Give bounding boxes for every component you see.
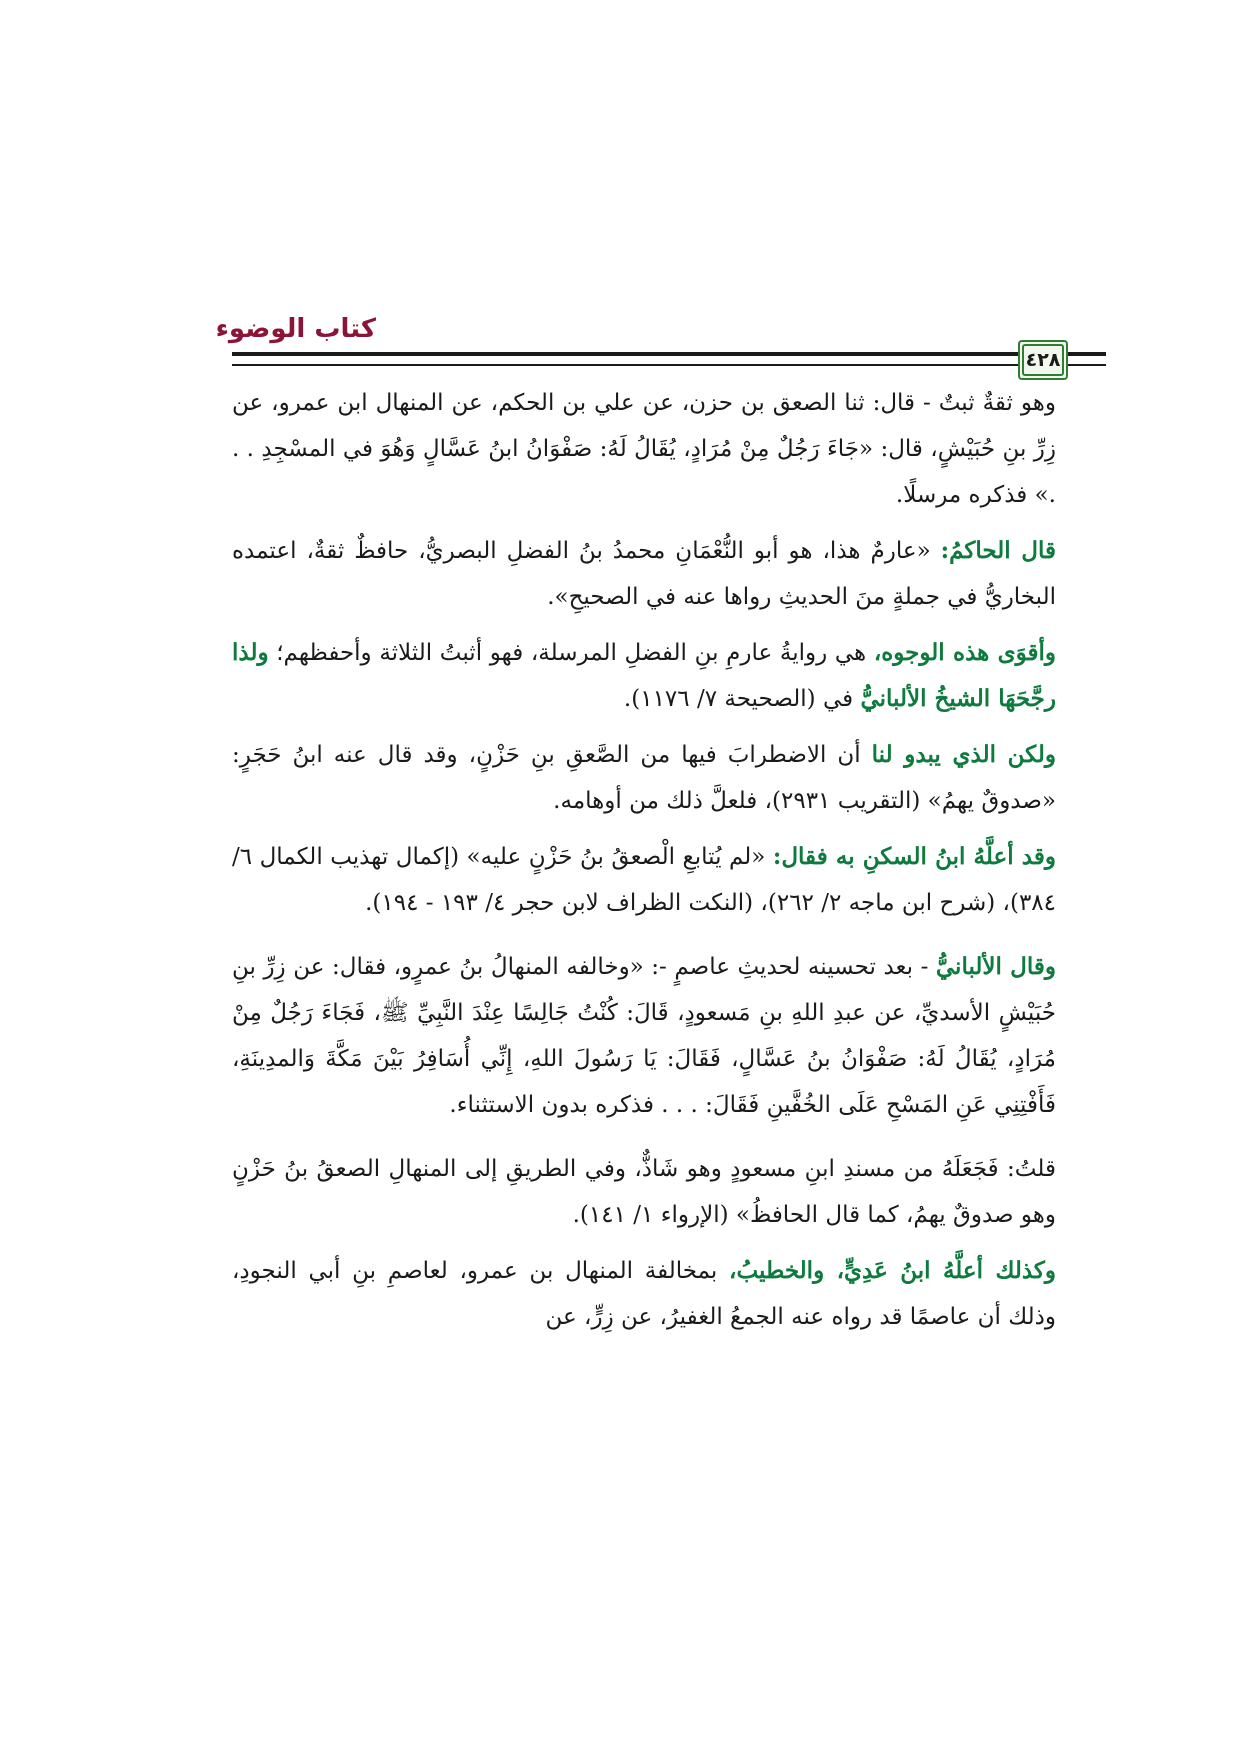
body-text [232,380,1056,1350]
highlight-text: ولذا رجَّحَهَا الشيخُ الألبانيُّ [232,639,1056,712]
highlight-text: وكذلك أعلَّهُ ابنُ عَدِيٍّ، والخطيبُ، [729,1257,1056,1284]
header-rule-thin-left [1066,364,1106,366]
paragraph [232,1248,1056,1340]
header-rule-thin [232,364,1018,366]
highlight-text: ولكن الذي يبدو لنا [871,741,1056,768]
paragraph [232,944,1056,1128]
paragraph [232,1146,1056,1238]
highlight-text: وقال الألبانيُّ [935,953,1056,980]
paragraph-text: «لم يُتابعِ الْصعقُ بنُ حَزْنٍ عليه» (إكمال تهذيب الكمال ٦/ ٣٨٤)، (شرح ابن ماجه ٢/ ٢٦٢)، (النكت الظراف لابن حجر ٤/ ١٩٣ - ١٩٤). [232,844,1056,916]
page-number: ٤٢٨ [1022,344,1064,376]
paragraph [232,380,1056,518]
highlight-text: وقد أعلَّهُ ابنُ السكنِ به فقال: [772,843,1056,870]
paragraph-text: - بعد تحسينه لحديثِ عاصمٍ -: «وخالفه المنهالُ بنُ عمرٍو، فقال: عن زِرِّ بنِ حُبَيْشٍ الأسديِّ، عن عبدِ اللهِ بنِ مَسعودٍ، قَالَ: كُنْتُ جَالِسًا عِنْدَ النَّبِيِّ ﷺ، فَجَاءَ رَجُلٌ مِنْ مُرَادٍ، يُقَالُ لَهُ: صَفْوَانُ بنُ عَسَّالٍ، فَقَالَ: يَا رَسُولَ اللهِ، إِنِّي أُسَافِرُ بَيْنَ مَكَّةَ وَالمدِينَةِ، فَأَفْتِنِي عَنِ المَسْحِ عَلَى الخُفَّينِ فَقَالَ: . . . فذكره بدون الاستثناء. [232,954,1056,1118]
paragraph [232,630,1056,722]
paragraph [232,834,1056,926]
page-number-frame [1018,340,1068,380]
book-title: كتاب الوضوء [215,314,376,344]
paragraph [232,528,1056,620]
highlight-text: قال الحاكمُ: [940,537,1056,564]
paragraph-text: أن الاضطرابَ فيها من الصَّعقِ بنِ حَزْنٍ، وقد قال عنه ابنُ حَجَرٍ: «صدوقٌ يهمُ» (التقريب ٢٩٣١)، فلعلَّ ذلك من أوهامه. [232,742,1056,814]
paragraph-text: «عارمٌ هذا، هو أبو النُّعْمَانِ محمدُ بنُ الفضلِ البصريُّ، حافظٌ ثقةٌ، اعتمده البخاريُّ في جملةٍ منَ الحديثِ رواها عنه في الصحيحِ». [232,538,1056,610]
header-rule-thick-left [1066,352,1106,356]
paragraph [232,732,1056,824]
paragraph-text: وهو ثقةٌ ثبتٌ - قال: ثنا الصعق بن حزن، عن علي بن الحكم، عن المنهال ابن عمرو، عن زِرِّ بنِ حُبَيْشٍ، قال: «جَاءَ رَجُلٌ مِنْ مُرَادٍ، يُقَالُ لَهُ: صَفْوَانُ ابنُ عَسَّالٍ وَهُوَ في المسْجِدِ . . .» فذكره مرسلًا. [232,390,1056,508]
paragraph-text: هي روايةُ عارمِ بنِ الفضلِ المرسلة، فهو أثبتُ الثلاثة وأحفظهم؛ [268,640,874,666]
highlight-text: وأقوَى هذه الوجوه، [873,639,1056,666]
paragraph-text: قلتُ: فَجَعَلَهُ من مسندِ ابنِ مسعودٍ وهو شَاذٌّ، وفي الطريقِ إلى المنهالِ الصعقُ بنُ حَزْنٍ وهو صدوقٌ يهمُ، كما قال الحافظُ» (الإرواء ١/ ١٤١). [232,1156,1056,1228]
paragraph-text: في (الصحيحة ٧/ ١١٧٦). [623,686,861,712]
paragraph-text: بمخالفة المنهال بن عمرو، لعاصمِ بنِ أبي النجودِ، وذلك أن عاصمًا قد رواه عنه الجمعُ الغفيرُ، عن زِرٍّ، عن [232,1258,1056,1330]
header-rule-thick [232,352,1018,356]
